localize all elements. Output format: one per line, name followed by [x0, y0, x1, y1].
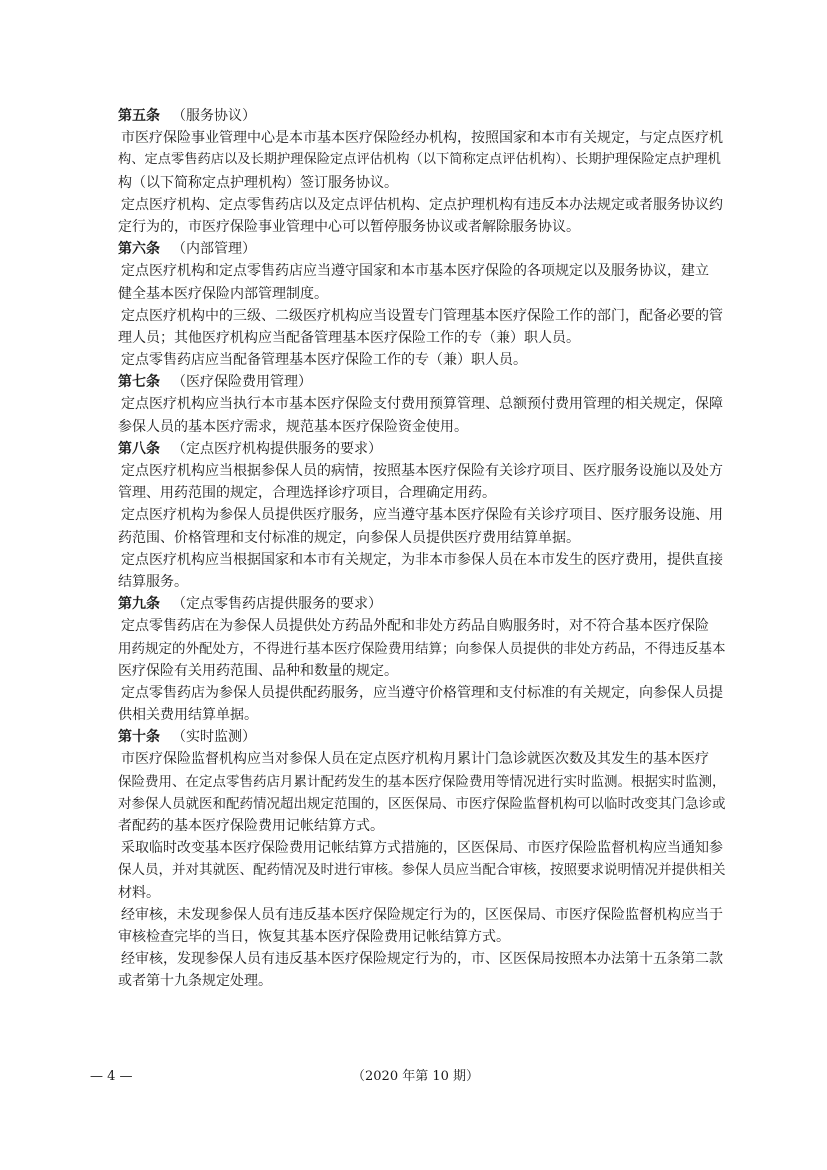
paragraph-line: 经审核，发现参保人员有违反基本医疗保险规定行为的，市、区医保局按照本办法第十五条第二款: [121, 951, 723, 968]
paragraph-line: 采取临时改变基本医疗保险费用记帐结算方式措施的，区医保局、市医疗保险监督机构应当通知参: [121, 840, 723, 857]
paragraph-line: 定点医疗机构为参保人员提供医疗服务，应当遵守基本医疗保险有关诊疗项目、医疗服务设施、用: [121, 507, 723, 524]
paragraph-line: 定点医疗机构应当根据国家和本市有关规定，为非本市参保人员在本市发生的医疗费用，提供直接: [121, 551, 723, 568]
article-heading: [118, 371, 730, 393]
paragraph-line: 市医疗保险事业管理中心是本市基本医疗保险经办机构，按照国家和本市有关规定，与定点医疗机: [121, 130, 723, 147]
paragraph-line: 构、定点零售药店以及长期护理保险定点评估机构（以下简称定点评估机构）、长期护理保险定点护理机: [118, 152, 721, 168]
article-topic: （定点医疗机构提供服务的要求）: [172, 440, 382, 457]
document-body: [118, 105, 730, 993]
paragraph-line: 定点医疗机构、定点零售药店以及定点评估机构、定点护理机构有违反本办法规定或者服务协议约: [121, 196, 723, 213]
article-number: 第八条: [118, 440, 160, 457]
paragraph-line: 结算服务。: [118, 573, 188, 590]
issue-label: （2020 年第 10 期）: [352, 1069, 480, 1084]
page-footer: [90, 1066, 730, 1088]
paragraph-line: 审核检查完毕的当日，恢复其基本医疗保险费用记帐结算方式。: [118, 928, 510, 945]
paragraph-line: 参保人员的基本医疗需求，规范基本医疗保险资金使用。: [118, 418, 468, 435]
article-topic: （医疗保险费用管理）: [172, 374, 312, 391]
paragraph-line: 用药规定的外配处方，不得进行基本医疗保险费用结算；向参保人员提供的非处方药品，不得违反基本: [118, 640, 726, 657]
article-topic: （服务协议）: [172, 108, 256, 124]
paragraph-line: 定点医疗机构应当根据参保人员的病情，按照基本医疗保险有关诊疗项目、医疗服务设施以及处方: [121, 463, 723, 479]
paragraph-line: 理人员；其他医疗机构应当配备管理基本医疗保险工作的专（兼）职人员。: [118, 329, 580, 346]
paragraph-line: 定点医疗机构应当执行本市基本医疗保险支付费用预算管理、总额预付费用管理的相关规定，保障: [121, 396, 723, 413]
paragraph-line: 供相关费用结算单据。: [118, 707, 258, 724]
page-number: — 4 —: [90, 1069, 133, 1084]
paragraph-line: 药范围、价格管理和支付标准的规定，向参保人员提供医疗费用结算单据。: [118, 529, 580, 546]
article-heading: [118, 438, 730, 460]
paragraph-line: 或者第十九条规定处理。: [118, 973, 272, 990]
article-topic: （内部管理）: [172, 241, 256, 258]
paragraph-line: 定点医疗机构中的三级、二级医疗机构应当设置专门管理基本医疗保险工作的部门，配备必要的管: [121, 307, 723, 324]
article-heading: [118, 593, 730, 615]
article-number: 第五条: [118, 108, 160, 124]
paragraph-line: 管理、用药范围的规定，合理选择诊疗项目，合理确定用药。: [118, 485, 496, 502]
paragraph-line: 医疗保险有关用药范围、品种和数量的规定。: [118, 662, 398, 679]
paragraph-line: 定行为的，市医疗保险事业管理中心可以暂停服务协议或者解除服务协议。: [118, 218, 580, 235]
paragraph-line: 构（以下简称定点护理机构）签订服务协议。: [118, 174, 398, 191]
paragraph-line: 材料。: [118, 884, 160, 901]
article-topic: （实时监测）: [172, 729, 256, 746]
article-heading: [118, 105, 730, 127]
paragraph-line: 健全基本医疗保险内部管理制度。: [118, 285, 328, 302]
article-topic: （定点零售药店提供服务的要求）: [172, 596, 382, 613]
paragraph-line: 市医疗保险监督机构应当对参保人员在定点医疗机构月累计门急诊就医次数及其发生的基本医疗: [121, 751, 709, 768]
paragraph-line: 对参保人员就医和配药情况超出规定范围的，区医保局、市医疗保险监督机构可以临时改变其门急诊或: [118, 795, 726, 812]
paragraph-line: 经审核，未发现参保人员有违反基本医疗保险规定行为的，区医保局、市医疗保险监督机构应当于: [121, 906, 723, 923]
paragraph-line: 保人员，并对其就医、配药情况及时进行审核。参保人员应当配合审核，按照要求说明情况并提供相关: [118, 862, 726, 879]
paragraph-line: 保险费用、在定点零售药店月累计配药发生的基本医疗保险费用等情况进行实时监测。根据实时监测，: [118, 773, 726, 790]
article-heading: [118, 238, 730, 260]
paragraph-line: 者配药的基本医疗保险费用记帐结算方式。: [118, 818, 384, 834]
paragraph-line: 定点零售药店为参保人员提供配药服务，应当遵守价格管理和支付标准的有关规定，向参保人员提: [121, 684, 723, 701]
article-number: 第六条: [118, 241, 160, 258]
article-heading: [118, 726, 730, 748]
paragraph-line: 定点零售药店在为参保人员提供处方药品外配和非处方药品自购服务时，对不符合基本医疗保险: [121, 618, 709, 635]
paragraph-line: 定点医疗机构和定点零售药店应当遵守国家和本市基本医疗保险的各项规定以及服务协议，建立: [121, 263, 709, 280]
article-number: 第九条: [118, 596, 160, 613]
article-number: 第七条: [118, 374, 160, 391]
paragraph-line: 定点零售药店应当配备管理基本医疗保险工作的专（兼）职人员。: [121, 352, 527, 369]
article-number: 第十条: [118, 729, 160, 746]
